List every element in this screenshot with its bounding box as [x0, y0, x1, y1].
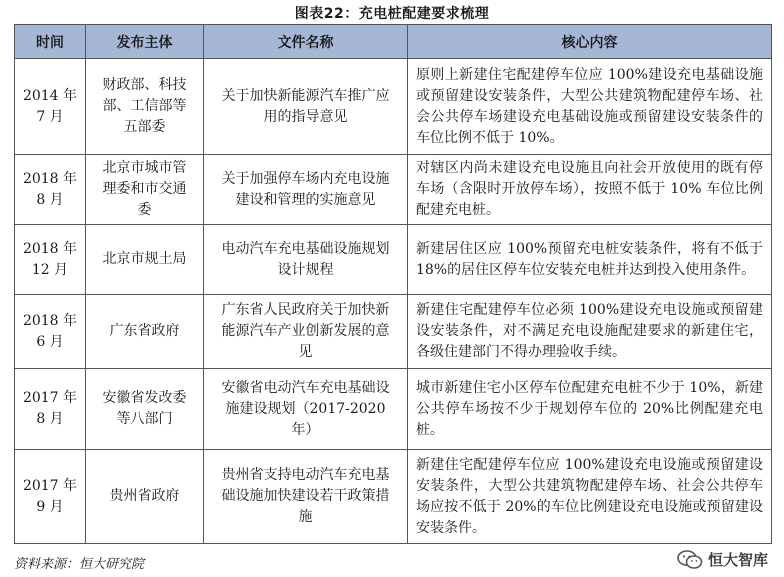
table-title: 图表22：充电桩配建要求梳理 — [294, 6, 490, 22]
policy-table — [14, 24, 772, 544]
table-row — [15, 155, 772, 225]
cell-content: 城市新建住宅小区停车位配建充电桩不少于 10%，新建公共停车场按不少于规划停车位的 20%比例配建充电桩。 — [408, 369, 772, 450]
source-note: 资料来源：恒大研究院 — [14, 557, 145, 572]
cell-time: 2018 年 12 月 — [15, 225, 86, 295]
wechat-logo-icon — [677, 550, 703, 570]
header-issuer: 发布主体 — [86, 25, 204, 59]
cell-issuer: 贵州省政府 — [86, 450, 204, 544]
cell-file: 广东省人民政府关于加快新能源汽车产业创新发展的意见 — [204, 295, 408, 369]
header-time: 时间 — [15, 25, 86, 59]
cell-issuer: 财政部、科技部、工信部等五部委 — [86, 59, 204, 155]
header-content: 核心内容 — [408, 25, 772, 59]
cell-content: 新建住宅配建停车位应 100%建设充电设施或预留建设安装条件，大型公共建筑物配建停车场、社会公共停车场应按不低于 20%的车位比例建设充电设施或预留建设安装条件。 — [408, 450, 772, 544]
cell-time: 2018 年 8 月 — [15, 155, 86, 225]
cell-file: 关于加快新能源汽车推广应用的指导意见 — [204, 59, 408, 155]
cell-issuer: 北京市城市管理委和市交通委 — [86, 155, 204, 225]
cell-file: 电动汽车充电基础设施规划设计规程 — [204, 225, 408, 295]
cell-content: 新建居住区应 100%预留充电桩安装条件，将有不低于 18%的居住区停车位安装充电桩并达到投入使用条件。 — [408, 225, 772, 295]
cell-content: 新建住宅配建停车位必须 100%建设充电设施或预留建设安装条件，对不满足充电设施配建要求的新建住宅，各级住建部门不得办理验收手续。 — [408, 295, 772, 369]
table-row — [15, 59, 772, 155]
cell-issuer: 广东省政府 — [86, 295, 204, 369]
cell-time: 2017 年 8 月 — [15, 369, 86, 450]
cell-time: 2014 年 7 月 — [15, 59, 86, 155]
cell-issuer: 北京市规土局 — [86, 225, 204, 295]
cell-file: 关于加强停车场内充电设施建设和管理的实施意见 — [204, 155, 408, 225]
table-row — [15, 295, 772, 369]
table-header-row — [15, 25, 772, 59]
table-row — [15, 369, 772, 450]
cell-file: 安徽省电动汽车充电基础设施建设规划（2017-2020 年） — [204, 369, 408, 450]
cell-content: 对辖区内尚未建设充电设施且向社会开放使用的既有停车场（含限时开放停车场），按照不低于 10% 车位比例配建充电桩。 — [408, 155, 772, 225]
cell-time: 2017 年 9 月 — [15, 450, 86, 544]
cell-file: 贵州省支持电动汽车充电基础设施加快建设若干政策措施 — [204, 450, 408, 544]
watermark-text: 恒大智库 — [707, 551, 768, 569]
cell-issuer: 安徽省发改委等八部门 — [86, 369, 204, 450]
table-row — [15, 225, 772, 295]
header-file: 文件名称 — [204, 25, 408, 59]
table-row — [15, 450, 772, 544]
cell-time: 2018 年 6 月 — [15, 295, 86, 369]
cell-content: 原则上新建住宅配建停车位应 100%建设充电基础设施或预留建设安装条件，大型公共建筑物配建停车场、社会公共停车场建设充电基础设施或预留建设安装条件的车位比例不低于 10%。 — [408, 59, 772, 155]
watermark — [677, 549, 768, 570]
